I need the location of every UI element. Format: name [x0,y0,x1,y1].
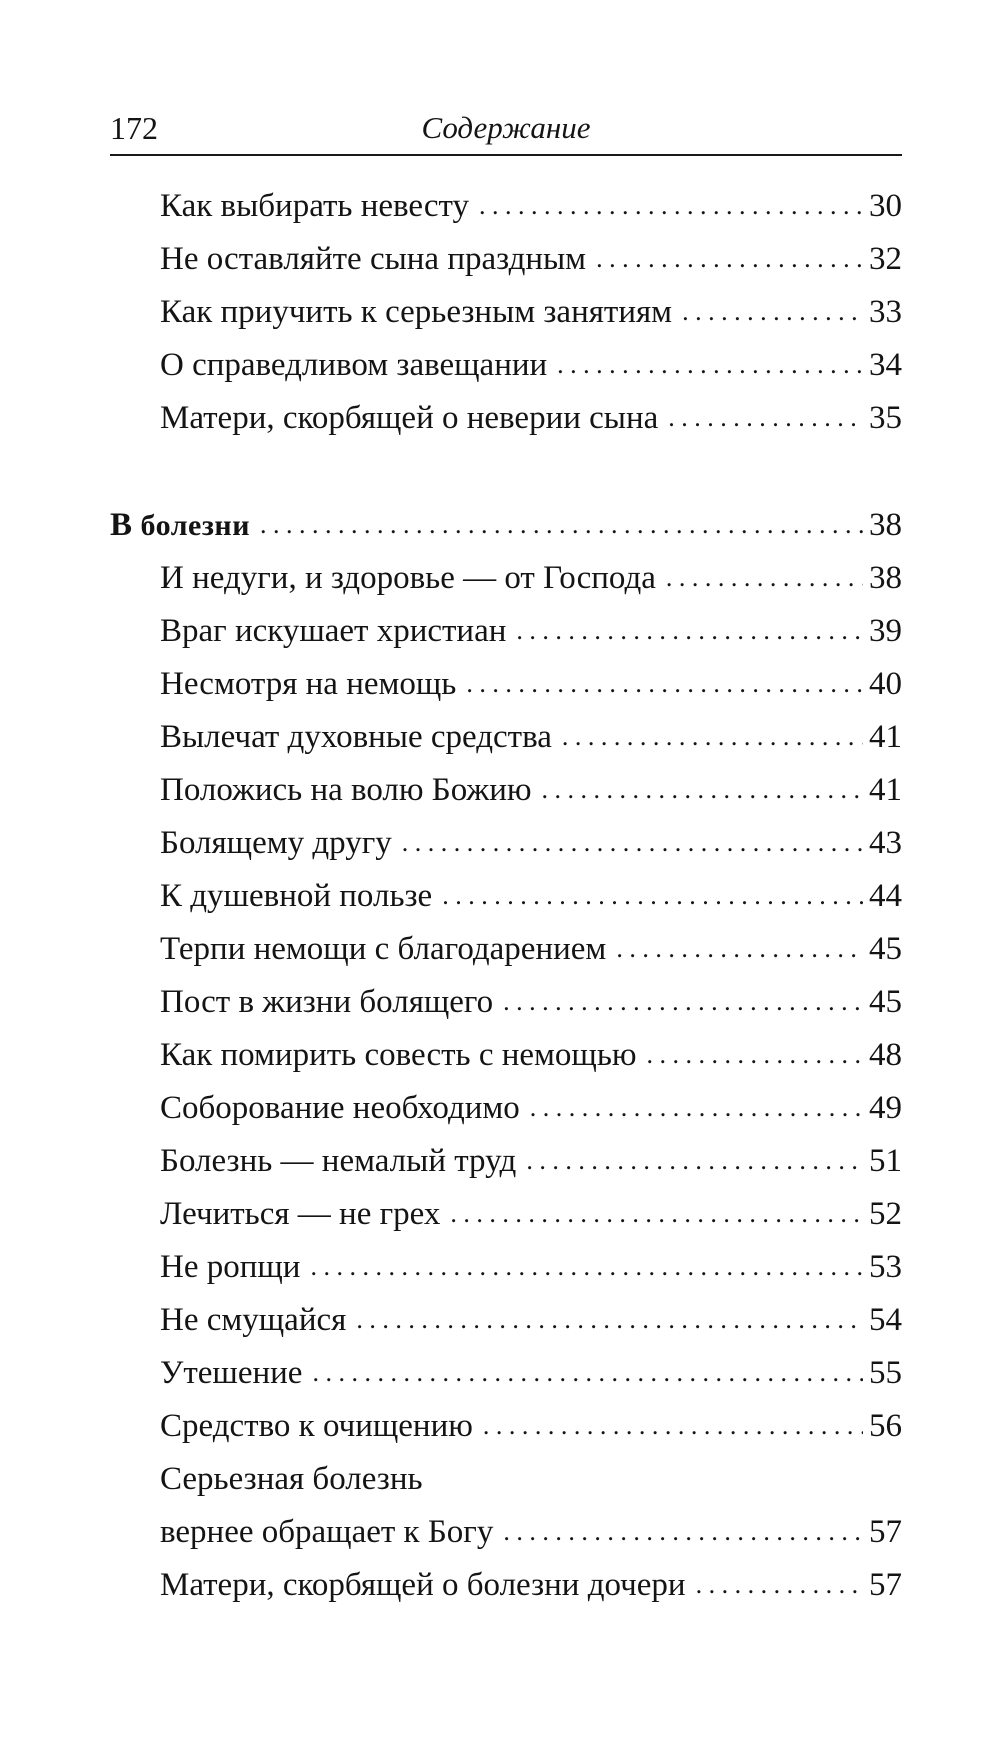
toc-entry[interactable] [110,1188,902,1241]
dot-leader [530,1080,863,1134]
toc-entry-page: 35 [869,400,902,436]
toc-entry-page: 52 [869,1196,902,1232]
toc-entry-page: 49 [869,1090,902,1126]
dot-leader [450,1186,863,1240]
toc-entry[interactable] [110,1347,902,1400]
page-number: 172 [110,110,158,146]
dot-leader [696,1557,863,1611]
toc-entry-title: О справедливом завещании [160,347,548,383]
toc-entry-page: 43 [869,825,902,861]
toc-entry[interactable] [110,1029,902,1082]
dot-leader [312,1345,863,1399]
dot-leader [666,550,863,604]
dot-leader [503,974,863,1028]
toc-entry-page: 57 [869,1514,902,1550]
toc-entry-title: Матери, скорбящей о неверии сына [160,400,659,436]
section-title: Содержание [421,110,591,145]
toc-entry[interactable] [110,339,902,392]
dot-leader [310,1239,863,1293]
toc-entry-page: 39 [869,613,902,649]
section-heading-cap: В [110,507,133,543]
toc-entry-page: 53 [869,1249,902,1285]
toc-entry-title-line2: вернее обращает к Богу [160,1514,494,1550]
toc-entry[interactable] [110,392,902,445]
toc-entry-title: Болящему другу [160,825,392,861]
toc-entry[interactable] [110,1400,902,1453]
toc-entry-second-line[interactable] [110,1506,902,1559]
running-head [110,108,902,156]
toc-entry-page: 56 [869,1408,902,1444]
toc-entry[interactable] [110,817,902,870]
toc-entry[interactable] [110,976,902,1029]
toc-entry-title: Матери, скорбящей о болезни дочери [160,1567,686,1603]
toc-entry-page: 34 [869,347,902,383]
dot-leader [466,656,863,710]
toc-entry-title: Как выбирать невесту [160,188,470,224]
toc-entry-page: 33 [869,294,902,330]
toc-entry-title: Положись на волю Божию [160,772,532,808]
toc-entry[interactable] [110,1241,902,1294]
dot-leader [483,1398,863,1452]
toc-entry[interactable] [110,1294,902,1347]
toc-entry-page: 57 [869,1567,902,1603]
toc-entry[interactable] [110,870,902,923]
toc-entry[interactable] [110,605,902,658]
toc-entry[interactable] [110,923,902,976]
toc-entry-title: Соборование необходимо [160,1090,520,1126]
toc-entry-title: Не смущайся [160,1302,347,1338]
section-heading-title [110,499,250,552]
dot-leader [596,231,863,285]
toc-entry-title: Не ропщи [160,1249,301,1285]
dot-leader [668,390,863,444]
dot-leader [616,921,863,975]
toc-entry-page: 45 [869,931,902,967]
toc-entry-page: 41 [869,719,902,755]
toc-entry[interactable] [110,233,902,286]
toc-entry[interactable] [110,1082,902,1135]
toc-entry-page: 55 [869,1355,902,1391]
toc-entry-page: 30 [869,188,902,224]
toc-entry[interactable] [110,658,902,711]
toc-entry-title-line1: Серьезная болезнь [160,1461,423,1497]
dot-leader [647,1027,863,1081]
section-heading-page: 38 [869,507,902,543]
dot-leader [503,1504,863,1558]
toc-entry-page: 45 [869,984,902,1020]
toc-entry-title: Средство к очищению [160,1408,473,1444]
toc-entry-title: Пост в жизни болящего [160,984,494,1020]
toc-entry-title: Не оставляйте сына праздным [160,241,587,277]
toc-entry-page: 38 [869,560,902,596]
toc-entry-title: Лечиться — не грех [160,1196,441,1232]
section-heading-rest: болезни [132,509,250,542]
dot-leader [479,178,863,232]
toc-entry[interactable] [110,1135,902,1188]
section-gap [110,445,902,499]
toc-entry-page: 54 [869,1302,902,1338]
toc-entry[interactable] [110,764,902,817]
dot-leader [557,337,863,391]
dot-leader [402,815,863,869]
toc-entry-title: Болезнь — немалый труд [160,1143,517,1179]
toc-entry-page: 32 [869,241,902,277]
toc-entry-title: Терпи немощи с благодарением [160,931,607,967]
dot-leader [442,868,863,922]
toc-entry[interactable] [110,711,902,764]
dot-leader [526,1133,863,1187]
toc-entry-title: Несмотря на немощь [160,666,457,702]
toc-entry-title: К душевной пользе [160,878,433,914]
dot-leader [356,1292,863,1346]
toc-entry-page: 48 [869,1037,902,1073]
toc-entry-page: 51 [869,1143,902,1179]
toc-entry-title: Как помирить совесть с немощью [160,1037,637,1073]
dot-leader [260,497,863,551]
toc-entry-title: Враг искушает христиан [160,613,507,649]
toc-entry[interactable] [110,180,902,233]
dot-leader [542,762,863,816]
dot-leader [516,603,863,657]
toc-entry[interactable] [110,286,902,339]
toc-entry[interactable] [110,1559,902,1612]
table-of-contents [110,180,902,1612]
toc-entry-first-line[interactable] [110,1453,902,1506]
toc-entry[interactable] [110,552,902,605]
dot-leader [562,709,863,763]
dot-leader [682,284,863,338]
toc-entry-title: Вылечат духовные средства [160,719,552,755]
toc-entry-title: Утешение [160,1355,303,1391]
toc-entry-page: 41 [869,772,902,808]
toc-entry-title: И недуги, и здоровье — от Господа [160,560,656,596]
toc-entry-page: 44 [869,878,902,914]
toc-section-heading[interactable] [110,499,902,552]
toc-entry-page: 40 [869,666,902,702]
toc-entry-title: Как приучить к серьезным занятиям [160,294,673,330]
